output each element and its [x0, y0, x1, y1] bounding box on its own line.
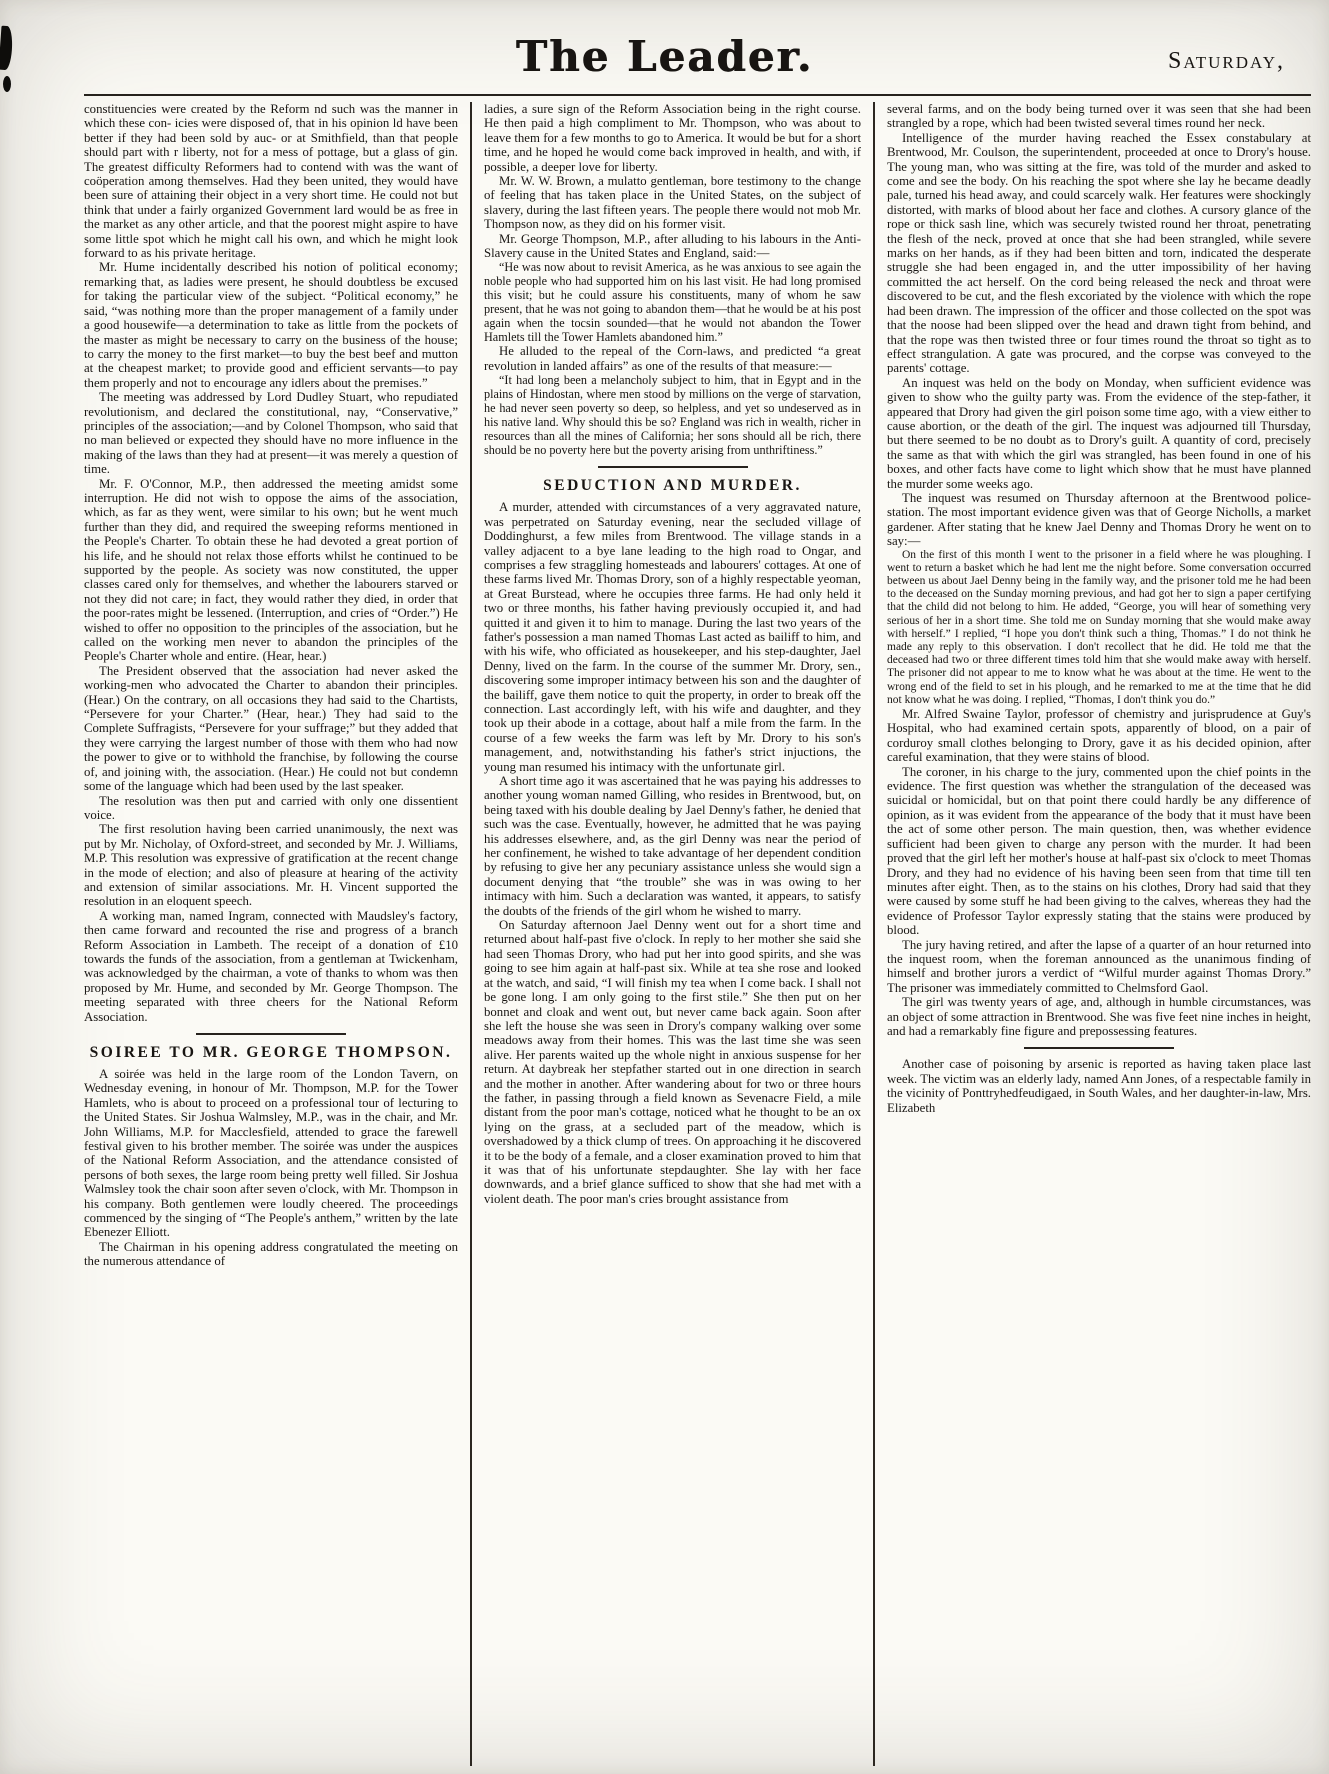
issue-day-label: Saturday, [1167, 48, 1285, 74]
article-paragraph: A murder, attended with circumstances of a very aggravated nature, was perpetrated on Saturday evening, near the secluded village of Doddinghurst, a few miles from Brentwood. The village stands in a valley adjacent to a bye lane leading to the high road to Ongar, and comprises a few straggling homesteads and labourers' cottages. At one of these farms lived Mr. Thomas Drory, son of a highly respectable yeoman, at Great Burstead, where he occupies three farms. He had only held it two or three months, his father having previously occupied it, and had quitted it and given it to him to manage. During the last two years of the father's possession a man named Thomas Last acted as bailiff to him, and with his wife, who officiated as housekeeper, and his step-daughter, Jael Denny, lived on the farm. In the course of the summer Mr. Drory, sen., discovering some improper intimacy between his son and the daughter of the bailiff, gave them notice to quit the property, in order to break off the connection. Last accordingly left, with his wife and daughter, and they took up their abode in a cottage, about half a mile from the farm. In the course of a few weeks the farm was left by Mr. Drory to his son's management, and, notwithstanding his father's strict injuctions, the young man resumed his intimacy with the unfortunate girl. [484, 500, 861, 774]
page-columns [84, 102, 1311, 1766]
article-paragraph: The resolution was then put and carried with only one dissentient voice. [84, 793, 458, 822]
section-heading: SOIREE TO MR. GEORGE THOMPSON. [89, 1044, 453, 1061]
article-paragraph: The inquest was resumed on Thursday afternoon at the Brentwood police-station. The most important evidence given was that of George Nicholls, a market gardener. After stating that he knew Jael Denny and Thomas Drory he went on to say:— [887, 490, 1311, 549]
article-paragraph: Mr. Alfred Swaine Taylor, professor of chemistry and jurisprudence at Guy's Hospital, who had examined certain spots, apparently of blood, on a pair of corduroy small clothes belonging to Drory, gave it as his decided opinion, after careful examination, that they were stains of blood. [887, 707, 1311, 765]
header-rule [84, 94, 1311, 96]
article-paragraph: The first resolution having been carried unanimously, the next was put by Mr. Nicholay, of Oxford-street, and seconded by Mr. J. Williams, M.P. This resolution was expressive of gratification at the recent change in the mode of election; and also of pleasure at hearing of the activity and extension of similar associations. Mr. H. Vincent supported the resolution in an eloquent speech. [84, 822, 458, 909]
article-paragraph: The jury having retired, and after the lapse of a quarter of an hour returned into the inquest room, when the foreman announced as the unanimous finding of himself and brother jurors a verdict of “Wilful murder against Thomas Drory.” The prisoner was immediately committed to Chelmsford Gaol. [887, 937, 1311, 995]
article-paragraph: Mr. Hume incidentally described his notion of political economy; remarking that, as ladies were present, he should doubtless be excused for taking the particular view of the subject. “Political economy,” he said, “was nothing more than the proper management of a family under a good housewife—a determination to take as little from the pockets of the master as might be necessary to carry on the business of the house; to carry the money to the first market—to buy the best beef and mutton at the cheapest market; to provide good and efficient servants—to pay them properly and not to encourage any idlers about the premises.” [84, 260, 458, 390]
article-paragraph: The President observed that the association had never asked the working-men who advocated the Charter to abandon their principles. (Hear.) On the contrary, on all occasions they had said to the Chartists, “Persevere for your Charter.” (Hear, hear.) They had said to the Complete Suffragists, “Persevere for your suffrage;” but they added that they were carrying the largest number of those with them who had now the power to give or to withhold the franchise, by following the course of, and joining with, the association. (Hear.) He could not but condemn some of the language which had been used by the last speaker. [84, 663, 458, 794]
article-paragraph: Intelligence of the murder having reached the Essex constabulary at Brentwood, Mr. Coulson, the superintendent, proceeded at once to Drory's house. The young man, who was sitting at the fire, was told of the murder and asked to come and see the body. On his reaching the spot where she lay he became deadly pale, turned his head away, and could scarcely walk. Her features were shockingly distorted, with marks of blood about her face and clothes. A cursory glance of the rope or thick sash line, which was securely twisted round her throat, penetrating the flesh of the neck, proved at once that she had been strangled, while severe marks on her hands, as if they had been bitten and torn, indicated the desperate struggle she had been engaged in, and the utter impossibility of her having committed the act herself. On the cord being released the neck and throat were discovered to be cut, and the flesh excoriated by the violence with which the rope had been drawn. The impression of the officer and those collected on the spot was that the noose had been slipped over the head and drawn tight from behind, and that the rope was then twisted three or four times round the throat so tight as to effect strangulation. A gate was procured, and the corpse was conveyed to the parents' cottage. [887, 130, 1311, 376]
article-paragraph: On the first of this month I went to the prisoner in a field where he was ploughing. I went to return a basket which he had lent me the night before. Some conversation occurred between us about Jael Denny being in the family way, and the prisoner told me he had been to the deceased on the Sunday morning previous, and had got her to sign a paper certifying that the child did not belong to him. He added, “George, you will hear of something very serious of her in a short time. She told me on Sunday morning that she would make away with herself.” I replied, “I hope you don't think such a thing, Thomas.” I do not think he made any reply to this observation. I don't recollect that he did. He told me that the deceased had two or three different times told him that she would make away with herself. The prisoner did not appear to me to know what he was about at the time. He went to the wrong end of the field to set in his plough, and he remarked to me at the time that he did not know what he was doing. I replied, “Thomas, I don't think you do.” [887, 548, 1311, 706]
article-paragraph: Mr. W. W. Brown, a mulatto gentleman, bore testimony to the change of feeling that has taken place in the United States, on the subject of slavery, during the last fifteen years. The people there would not mob Mr. Thompson now, as they did on his former visit. [484, 174, 861, 232]
article-paragraph: A working man, named Ingram, connected with Maudsley's factory, then came forward and recounted the rise and progress of a branch Reform Association in Lambeth. The receipt of a donation of £10 towards the funds of the association, from a gentleman at Twickenham, was acknowledged by the chairman, a vote of thanks to whom was then proposed by Mr. Hume, and seconded by Mr. George Thompson. The meeting separated with three cheers for the National Reform Association. [84, 908, 458, 1024]
article-paragraph: A short time ago it was ascertained that he was paying his addresses to another young woman named Gilling, who resides in Brentwood, but, on being taxed with his double dealing by Jael Denny's father, he denied that such was the case. Eventually, however, he admitted that he was paying his addresses elsewhere, and, as the girl Denny was near the period of her confinement, he wished to take advantage of her dependent condition by refusing to give her any pecuniary assistance unless she would sign a document denying that “the trouble” she was in was owing to her intimacy with him. Such a declaration was wanted, it appears, to satisfy the doubts of the friends of the girl whom he wished to marry. [484, 774, 861, 918]
section-divider-rule [598, 466, 748, 468]
article-paragraph: The meeting was addressed by Lord Dudley Stuart, who repudiated revolutionism, and declared the constitutional, nay, “Conservative,” principles of the association;—and by Colonel Thompson, who said that no man believed or expected they should have no more influence in the making of the laws than they had at present—it was merely a question of time. [84, 390, 458, 477]
article-paragraph: “It had long been a melancholy subject to him, that in Egypt and in the plains of Hindostan, where men stood by millions on the verge of starvation, he had never seen poverty so deep, so helpless, and yet so undeserved as in his native land. Why should this be so? England was rich in wealth, richer in resources than all the mines of California; her sons should all be rich, there should be no poverty here but the poverty arising from unthriftiness.” [484, 373, 861, 458]
newspaper-title: The Leader. [515, 32, 814, 81]
article-paragraph: The coroner, in his charge to the jury, commented upon the chief points in the evidence. The first question was whether the strangulation of the deceased was suicidal or homicidal, but on that point there could hardly be any difference of opinion, as it was evident from the appearance of the body that it must have been the act of some other person. The main question, then, was whether evidence sufficient had been given to charge any person with the murder. It had been proved that the girl left her mother's house at half-past six o'clock to meet Thomas Drory, and they had no evidence of his having been seen from that time till ten minutes after eight. Then, as to the stains on his clothes, Drory had said that they were caused by some stuff he had been giving to the calves, whereas they had the evidence of Professor Taylor expressly stating that the stains were produced by blood. [887, 764, 1311, 938]
article-paragraph: ladies, a sure sign of the Reform Association being in the right course. He then paid a high compliment to Mr. Thompson, who was about to leave them for a few months to go to America. It would be but for a short time, and he hoped he would come back improved in health, and with, if possible, a deeper love for liberty. [484, 102, 861, 174]
article-paragraph: Mr. George Thompson, M.P., after alluding to his labours in the Anti-Slavery cause in the United States and England, said:— [484, 231, 861, 261]
article-paragraph: He alluded to the repeal of the Corn-laws, and predicted “a great revolution in landed affairs” as one of the results of that measure:— [484, 344, 861, 373]
article-paragraph: The girl was twenty years of age, and, although in humble circumstances, was an object of some attraction in Brentwood. She was five feet nine inches in height, and had a remarkably fine figure and prepossessing features. [887, 995, 1311, 1038]
section-divider-rule [1024, 1047, 1174, 1049]
article-paragraph: several farms, and on the body being turned over it was seen that she had been strangled by a rope, which had been twisted several times round her neck. [887, 102, 1311, 131]
column-divider-rule [873, 102, 875, 1766]
article-paragraph: “He was now about to revisit America, as he was anxious to see again the noble people who had supported him on his last visit. He had long promised this visit; but he could assure his constituents, many of whom he saw present, that he was not going to abandon them—that he would be at his post again when the tocsin sounded—that he would not abandon the Tower Hamlets till the Tower Hamlets abandoned him.” [484, 260, 861, 345]
article-paragraph: Another case of poisoning by arsenic is reported as having taken place last week. The victim was an elderly lady, named Ann Jones, of a respectable family in the vicinity of Ponttryhedfeudigaed, in South Wales, and her daughter-in-law, Mrs. Elizabeth [887, 1057, 1311, 1115]
section-heading: SEDUCTION AND MURDER. [543, 477, 802, 495]
section-divider-rule [196, 1033, 346, 1035]
article-paragraph: constituencies were created by the Reform nd such was the manner in which these con- icies were disposed of, that in his opinion ld have been better if they had been sold by auc- or at Smithfield, than that people should part with r liberty, not for a mess of pottage, but a glass of gin. The greatest difficulty Reformers had to contend with was the want of coöperation among themselves. Had they been united, they would have been sure of attaining their object in a very short time. He could not but think that under a fairly organized Government lard would be as free in the market as any other article, and that the poorest might aspire to have some little spot which he might call his own, and which he might look forward to as his private heritage. [84, 102, 458, 261]
article-paragraph: An inquest was held on the body on Monday, when sufficient evidence was given to show who the guilty party was. From the evidence of the step-father, it appeared that Drory had given the girl poison some time ago, with a view either to cause abortion, or the death of the girl. The inquest was adjourned till Thursday, but there seemed to be no doubt as to Drory's guilt. A quantity of cord, precisely the same as that with which the girl was strangled, has been found in one of his boxes, and other facts have come to light which show that he must have planned the murder some weeks ago. [887, 375, 1311, 491]
masthead [0, 26, 1329, 90]
newspaper-column [484, 102, 861, 1766]
column-divider-rule [470, 102, 472, 1766]
article-paragraph: A soirée was held in the large room of the London Tavern, on Wednesday evening, in honour of Mr. Thompson, M.P. for the Tower Hamlets, who is about to proceed on a professional tour of lecturing to the United States. Sir Joshua Walmsley, M.P., was in the chair, and Mr. John Williams, M.P. for Macclesfield, attended to grace the farewell festival given to his brother member. The soirée was under the auspices of the National Reform Association, and the attendance consisted of persons of both sexes, the large room being pretty well filled. Sir Joshua Walmsley took the chair soon after seven o'clock, with Mr. Thompson in his company. Both gentlemen were loudly cheered. The proceedings commenced by the singing of “The People's anthem,” written by the late Ebenezer Elliott. [84, 1067, 458, 1240]
article-paragraph: The Chairman in his opening address congratulated the meeting on the numerous attendance of [84, 1239, 458, 1269]
article-paragraph: On Saturday afternoon Jael Denny went out for a short time and returned about half-past five o'clock. In reply to her mother she said she had seen Thomas Drory, who had put her into good spirits, and she was going to see him again at half-past six. While at tea she rose and looked at the watch, and said, “I will finish my tea when I come back. I shall not be gone long. I am only going to the first stile.” She then put on her bonnet and cloak and went out, but never came back again. Soon after she left the house she was seen in Drory's company walking over some meadows away from their homes. This was the last time she was seen alive. Her parents waited up the whole night in anxious suspense for her return. At daybreak her stepfather started out in one direction in search and the mother in another. After wandering about for two or three hours the father, in passing through a field known as Sevenacre Field, a mile distant from the poor man's cottage, noticed what he thought to be an ox lying on the grass, at a secluded part of the meadow, which is overshadowed by a thick clump of trees. On approaching it he discovered it to be the body of a female, and a closer examination proved to him that it was that of his unfortunate stepdaughter. She lay with her face downwards, and a brief glance sufficed to show that she had met with a violent death. The poor man's cries brought assistance from [484, 918, 861, 1206]
newspaper-column [887, 102, 1311, 1766]
newspaper-column [84, 102, 458, 1766]
article-paragraph: Mr. F. O'Connor, M.P., then addressed the meeting amidst some interruption. He did not wish to oppose the aims of the association, which, as far as they went, were similar to his own; but he went much further than they did, and required the sweeping reforms mentioned in the People's Charter. To obtain these he had devoted a great portion of his life, and he should not relax those efforts whilst he continued to be supported by the people. As society was now constituted, the upper classes cared only for themselves, and whether the labourers starved or not they did not care; in fact, they would rather they died, in order that the poor-rates might be lessened. (Interruption, and cries of “Order.”) He wished to offer no opposition to the principles of the association, but he called on the working men never to abandon the principles of the People's Charter whole and entire. (Hear, hear.) [84, 476, 458, 664]
